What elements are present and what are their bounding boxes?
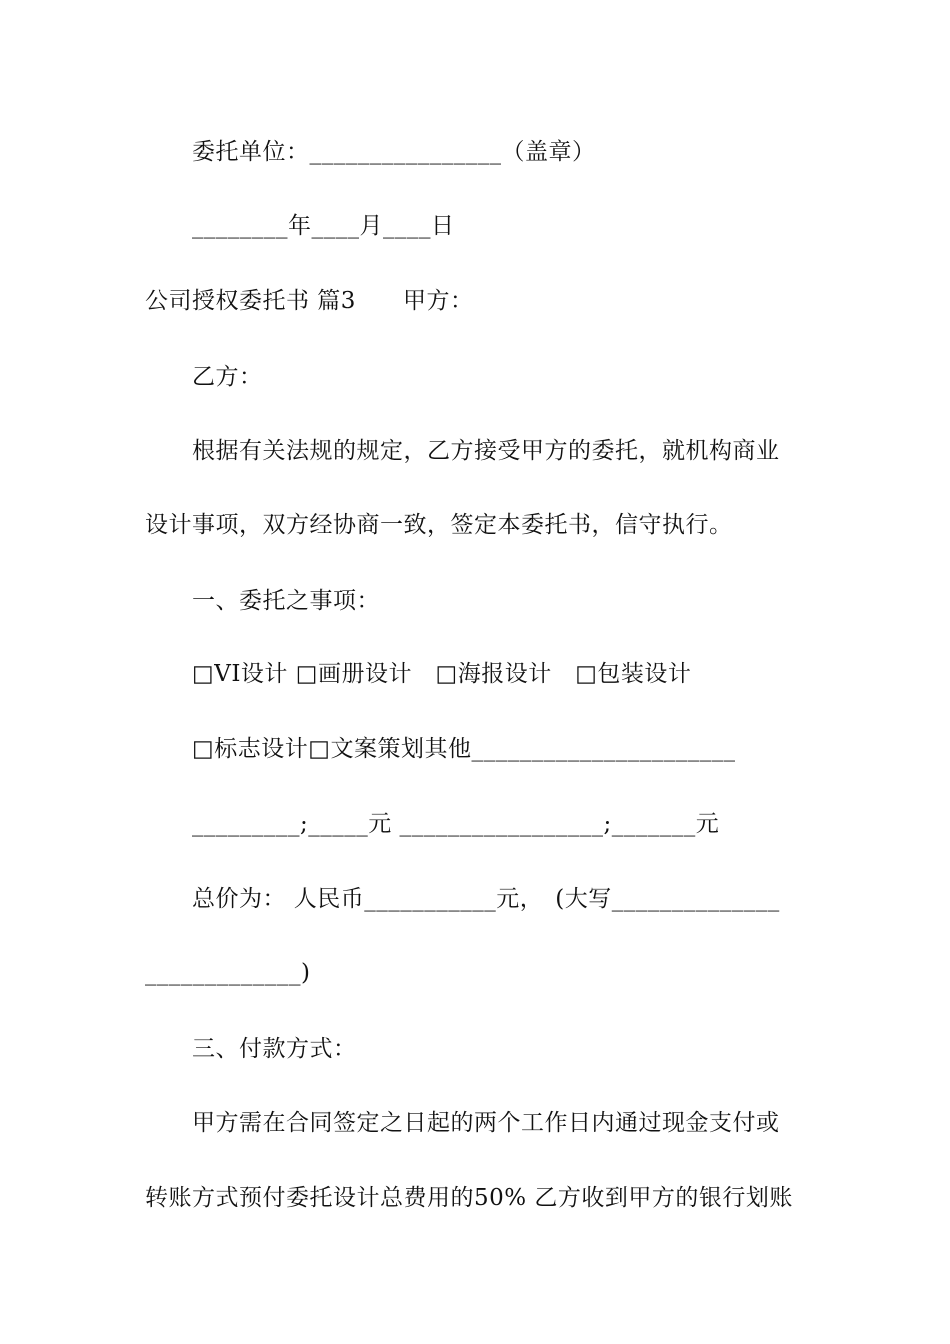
date-line: ________年____月____日	[192, 213, 455, 239]
design-options-row-1: □VI设计 □画册设计 □海报设计 □包装设计	[192, 661, 692, 687]
party-b-line: 乙方：	[192, 364, 263, 390]
payment-paragraph-line-1: 甲方需在合同签定之日起的两个工作日内通过现金支付或	[192, 1110, 780, 1136]
total-price-line: 总价为： 人民币___________元， (大写______________	[192, 886, 780, 912]
intro-paragraph-line-2: 设计事项，双方经协商一致，签定本委托书，信守执行。	[145, 512, 733, 538]
entrusting-unit-seal-line: 委托单位：________________（盖章）	[192, 139, 596, 165]
total-price-continuation: _____________)	[145, 960, 311, 986]
entrusted-matters-heading: 一、委托之事项：	[192, 588, 380, 614]
design-options-row-2: □标志设计□文案策划其他______________________	[192, 736, 736, 762]
fee-items-line: _________;_____元 _________________;_______元	[192, 811, 720, 837]
payment-method-heading: 三、付款方式：	[192, 1036, 357, 1062]
intro-paragraph-line-1: 根据有关法规的规定，乙方接受甲方的委托，就机构商业	[192, 438, 780, 464]
payment-paragraph-line-2: 转账方式预付委托设计总费用的50% 乙方收到甲方的银行划账	[145, 1185, 793, 1211]
section-title-party-a: 公司授权委托书 篇3 甲方：	[145, 288, 474, 314]
